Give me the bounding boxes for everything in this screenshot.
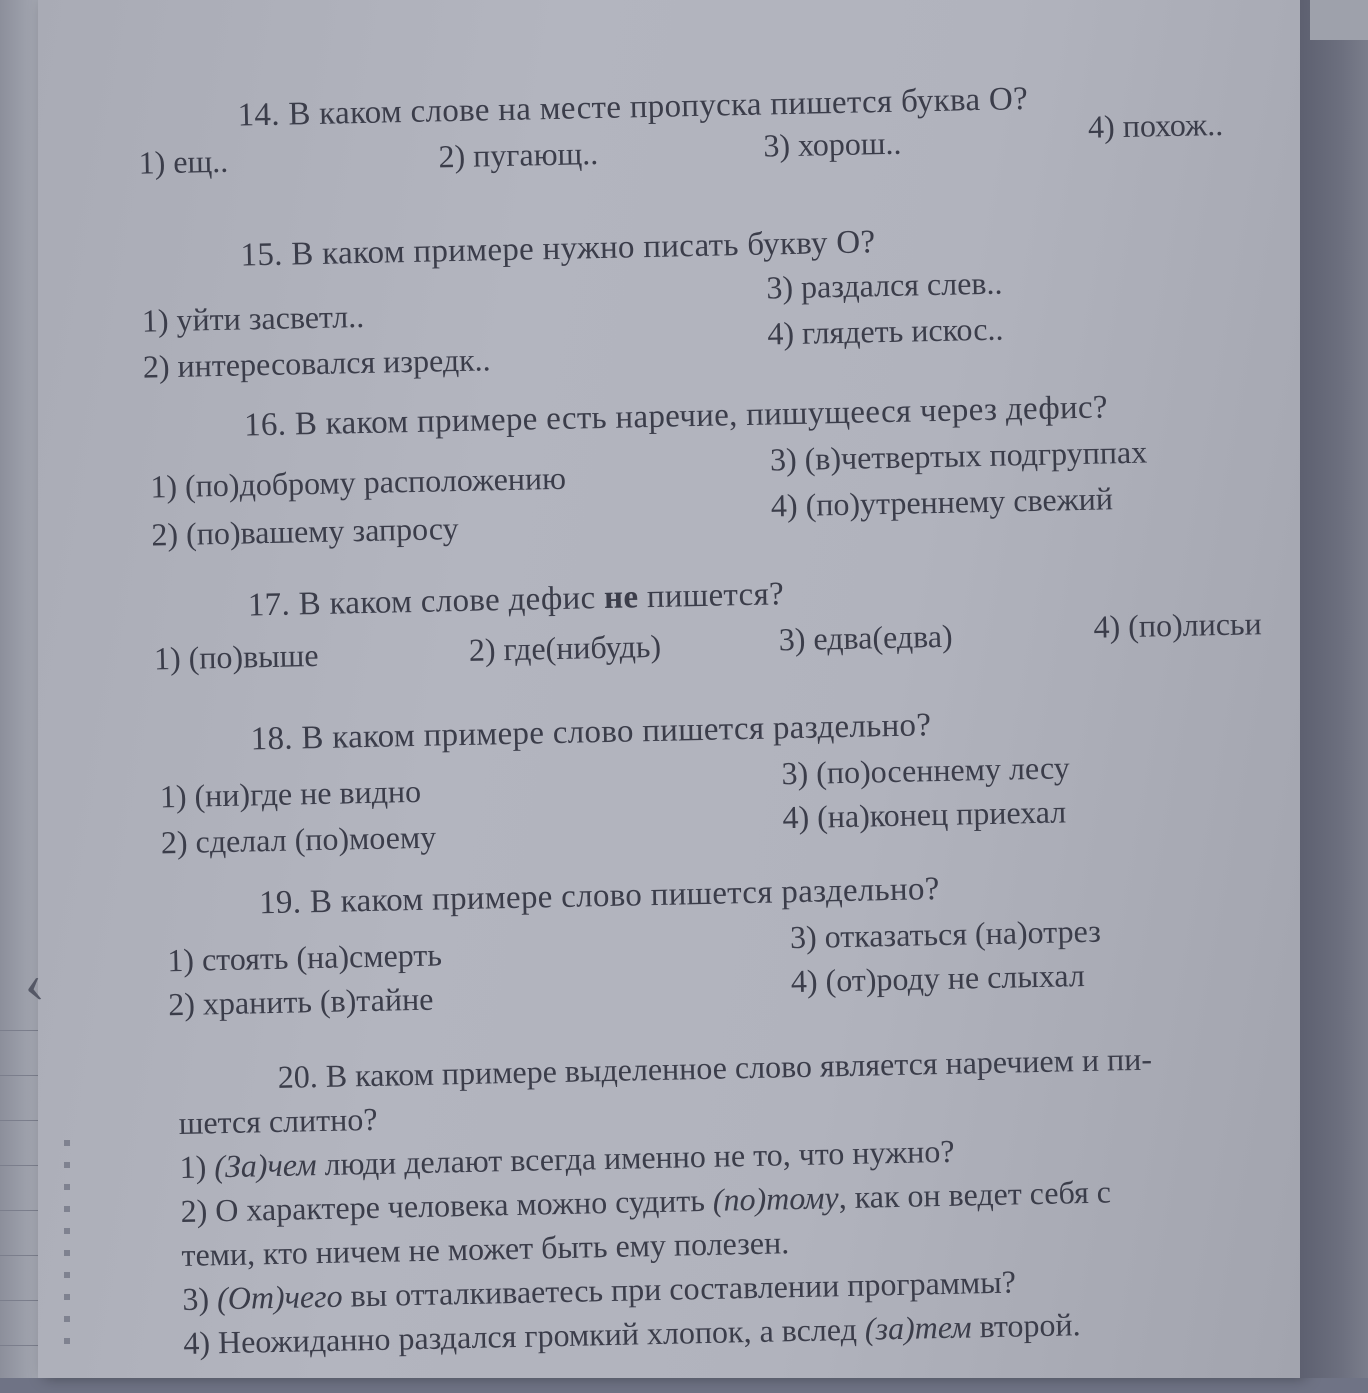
option-2[interactable]: 2) О характере человека можно судить (по)тому, как он ведет себя с xyxy=(180,1173,1112,1229)
option-4[interactable]: 4) глядеть искос.. xyxy=(766,310,1004,352)
question-title: 19. В каком примере слово пишется раздельно? xyxy=(258,871,941,922)
option-1[interactable]: 1) ещ.. xyxy=(138,142,229,181)
question-18 xyxy=(150,700,1292,861)
question-16 xyxy=(144,386,1286,553)
option-2[interactable]: 2) (по)вашему запросу xyxy=(151,510,459,553)
question-title: 16. В каком примере есть наречие, пишущееся через дефис? xyxy=(243,389,1109,444)
option-2[interactable]: 2) сделал (по)моему xyxy=(160,818,437,861)
option-2[interactable]: 2) пугающ.. xyxy=(438,135,599,175)
highlighted-word: (по)тому xyxy=(712,1179,840,1218)
question-15 xyxy=(140,216,1282,385)
option-1[interactable]: 1) (по)выше xyxy=(153,636,319,677)
option-3[interactable]: 3) едва(едва) xyxy=(778,617,953,658)
option-2-cont: теми, кто ничем не может быть ему полезен. xyxy=(181,1224,790,1273)
option-4[interactable]: 4) (на)конец приехал xyxy=(782,793,1067,836)
option-3[interactable]: 3) отказаться (на)отрез xyxy=(789,912,1102,956)
option-1[interactable]: 1) уйти засветл.. xyxy=(141,297,365,339)
option-3[interactable]: 3) (по)осеннему лесу xyxy=(781,749,1071,792)
question-title-cont: шется слитно? xyxy=(178,1100,378,1142)
option-4[interactable]: 4) похож.. xyxy=(1087,105,1224,145)
option-2[interactable]: 2) интересовался изредк.. xyxy=(142,341,491,385)
question-17 xyxy=(148,566,1290,677)
highlighted-word: (за)тем xyxy=(864,1308,972,1347)
option-3[interactable]: 3) (в)четвертых подгруппах xyxy=(769,433,1148,478)
question-title: 20. В каком примере выделенное слово является наречием и пи- xyxy=(277,1040,1153,1095)
option-3[interactable]: 3) раздался слев.. xyxy=(765,264,1003,306)
question-title: 18. В каком примере слово пишется раздельно? xyxy=(250,707,932,758)
question-title: 14. В каком слове на месте пропуска пишется буква О? xyxy=(237,81,1029,134)
option-4[interactable]: 4) (по)лисьи xyxy=(1093,605,1263,645)
highlighted-word: (От)чего xyxy=(216,1277,343,1317)
option-1[interactable]: 1) стоять (на)смерть xyxy=(166,936,443,979)
option-1[interactable]: 1) (по)доброму расположению xyxy=(150,459,567,505)
question-title: 17. В каком слове дефис не пишется? xyxy=(247,576,785,624)
question-20 xyxy=(177,1033,1313,1365)
option-3[interactable]: 3) хорош.. xyxy=(763,124,902,164)
option-4[interactable]: 4) (от)роду не слыхал xyxy=(790,957,1086,1000)
question-14 xyxy=(137,76,1279,187)
option-1[interactable]: 1) (ни)где не видно xyxy=(159,772,422,815)
option-2[interactable]: 2) хранить (в)тайне xyxy=(167,980,434,1023)
highlighted-word: (За)чем xyxy=(213,1146,317,1185)
option-3[interactable]: 3) (От)чего вы отталкиваетесь при составлении программы? xyxy=(182,1263,1017,1317)
question-19 xyxy=(154,864,1296,1023)
option-4[interactable]: 4) Неожиданно раздался громкий хлопок, а вслед (за)тем второй. xyxy=(182,1306,1081,1361)
option-2[interactable]: 2) где(нибудь) xyxy=(468,627,662,668)
question-title: 15. В каком примере нужно писать букву О? xyxy=(240,224,876,274)
option-4[interactable]: 4) (по)утреннему свежий xyxy=(770,480,1114,524)
option-1[interactable]: 1) (За)чем люди делают всегда именно не то, что нужно? xyxy=(179,1132,955,1185)
pencil-mark: ‹ xyxy=(19,952,47,1016)
